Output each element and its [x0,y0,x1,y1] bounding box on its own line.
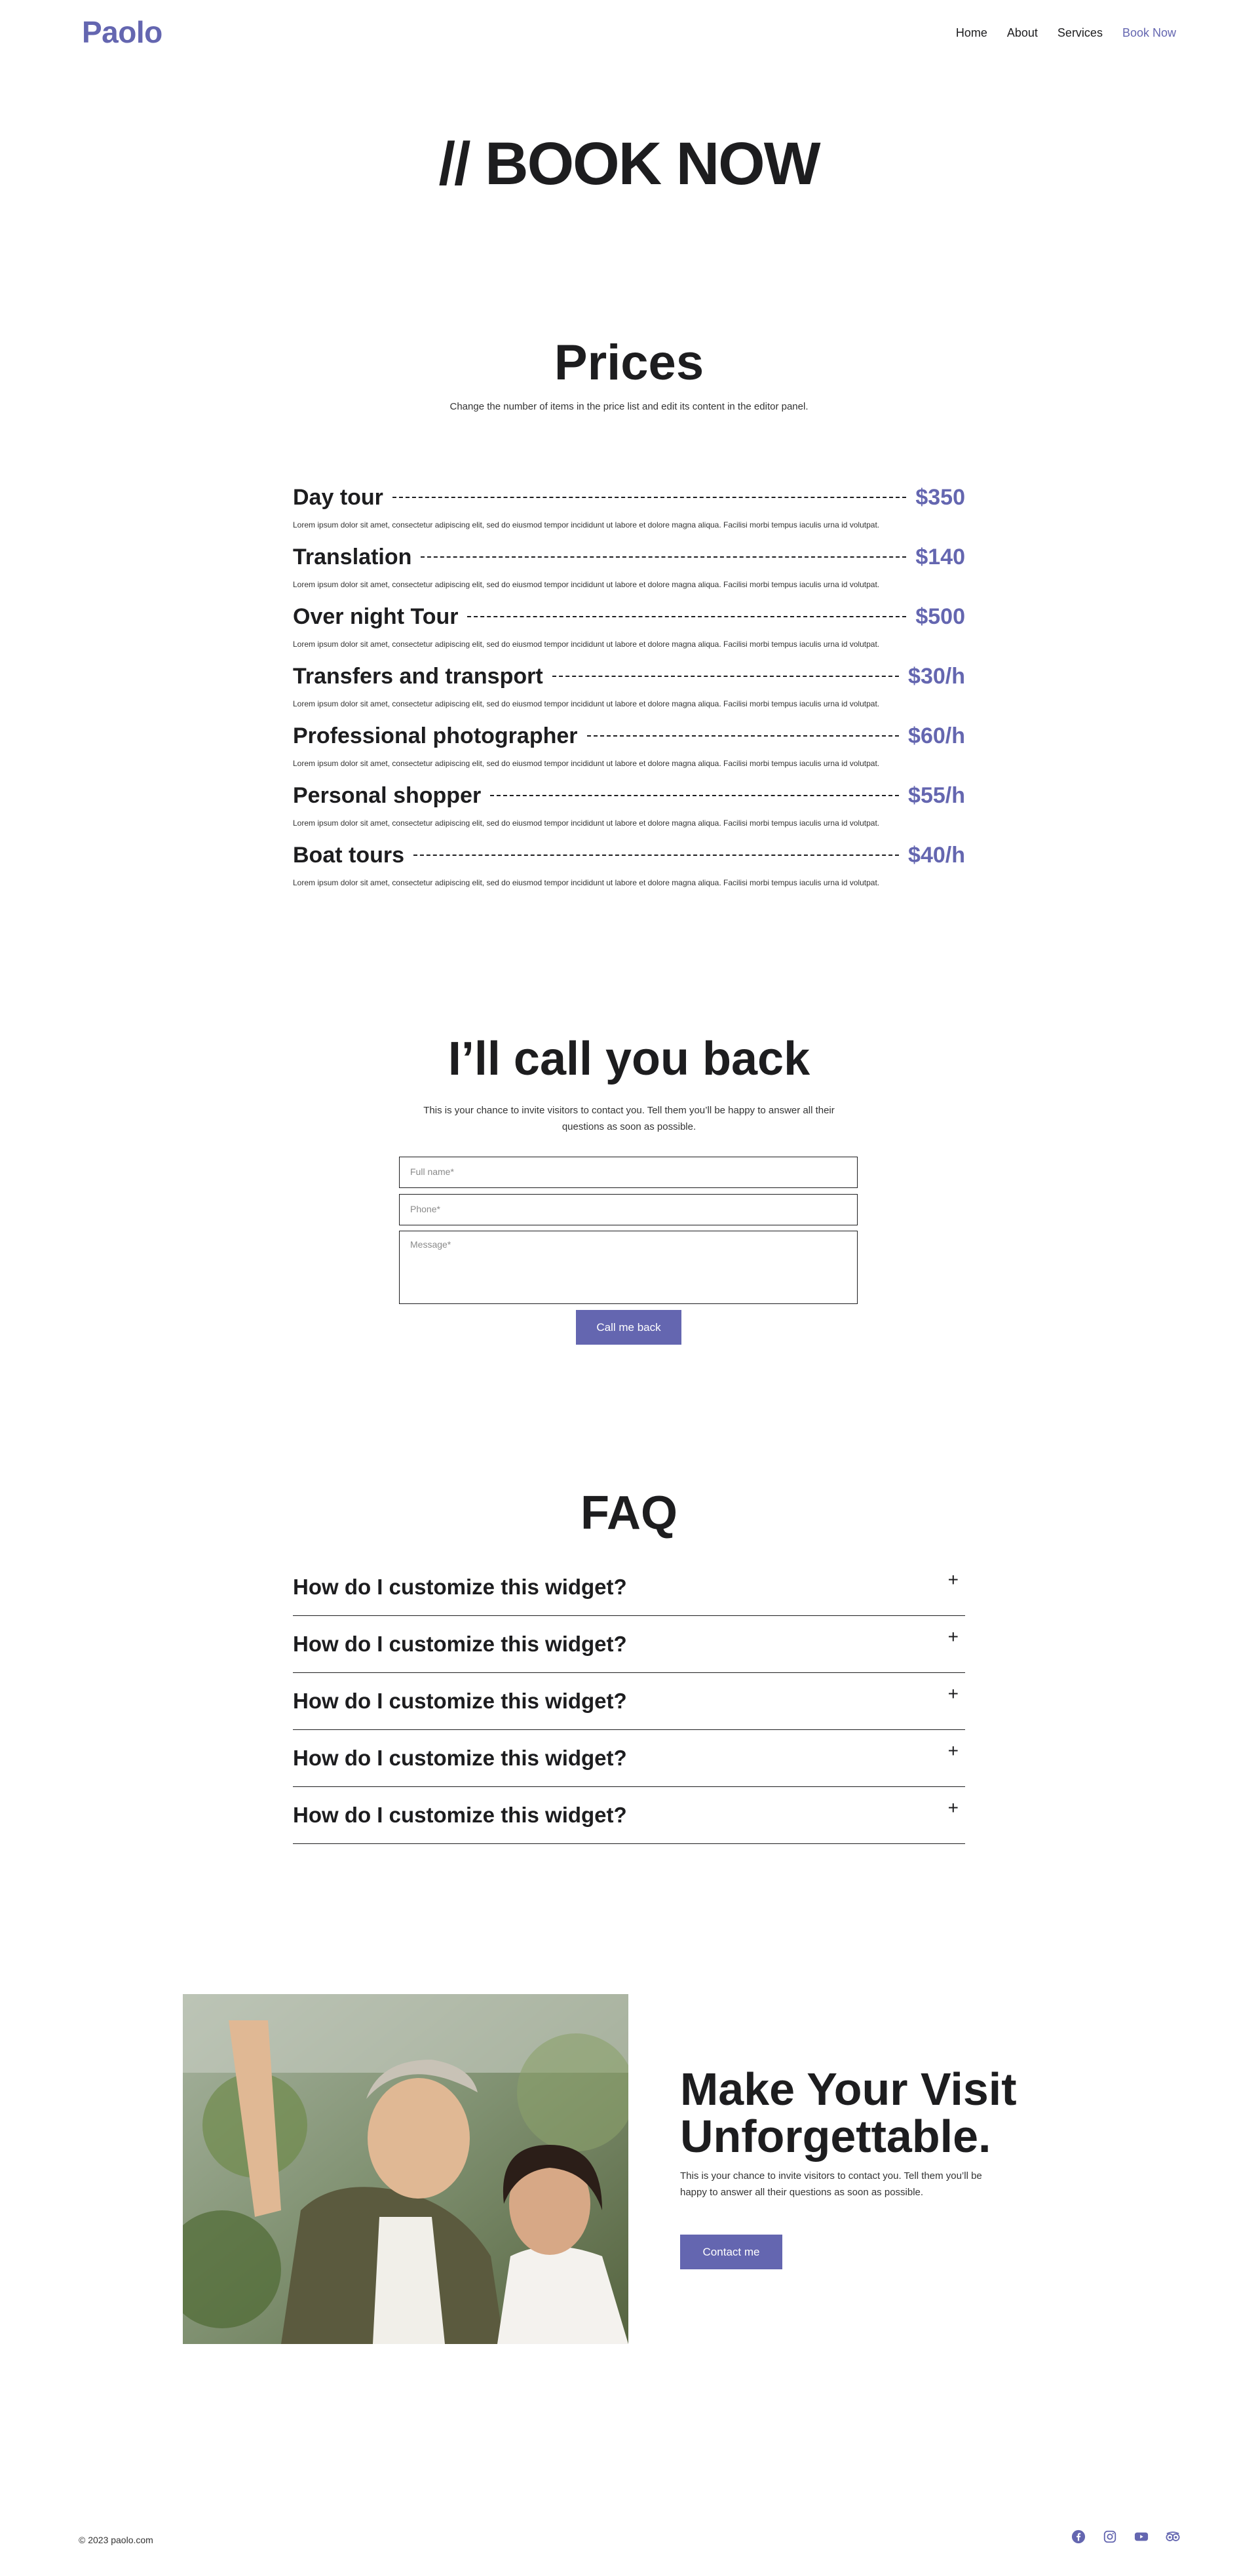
plus-icon[interactable]: + [947,1740,959,1761]
price-item [293,723,965,783]
visit-heading-line1: Make Your Visit [680,2064,1017,2115]
dotted-leader [490,795,899,796]
price-description: Lorem ipsum dolor sit amet, consectetur adipiscing elit, sed do eiusmod tempor incididunt ut labore et dolore magna aliqua. Facilisi morbi tempus iaculis urna id volutpat. [293,520,880,529]
price-name: Day tour [293,485,383,510]
visit-subtitle: This is your chance to invite visitors to contact you. Tell them you’ll be happy to answer all their questions as soon as possible. [680,2170,982,2198]
dotted-leader [467,616,906,617]
site-logo[interactable]: Paolo [82,15,162,49]
price-description: Lorem ipsum dolor sit amet, consectetur adipiscing elit, sed do eiusmod tempor incididunt ut labore et dolore magna aliqua. Facilisi morbi tempus iaculis urna id volutpat. [293,640,880,649]
price-item [293,783,965,843]
price-name: Translation [293,545,412,569]
youtube-icon[interactable] [1134,2529,1149,2545]
faq-item[interactable] [293,1559,965,1616]
faq-question: How do I customize this widget? [293,1575,627,1599]
page-title: // BOOK NOW [438,130,820,197]
faq-item[interactable] [293,1787,965,1844]
price-name: Boat tours [293,843,404,868]
tripadvisor-icon[interactable] [1165,2529,1181,2545]
faq-question: How do I customize this widget? [293,1746,627,1770]
price-item [293,485,965,545]
price-value: $140 [915,545,965,569]
visit-heading-line2: Unforgettable. [680,2111,991,2162]
price-description: Lorem ipsum dolor sit amet, consectetur adipiscing elit, sed do eiusmod tempor incididunt ut labore et dolore magna aliqua. Facilisi morbi tempus iaculis urna id volutpat. [293,759,880,768]
faq-item[interactable] [293,1673,965,1730]
social-links [1071,2529,1181,2545]
dotted-leader [392,497,906,498]
footer-copyright: © 2023 paolo.com [79,2535,153,2545]
dotted-leader [421,556,906,558]
site-header [0,0,1258,66]
plus-icon[interactable]: + [947,1569,959,1590]
plus-icon[interactable]: + [947,1683,959,1704]
nav-about[interactable]: About [1006,26,1038,39]
price-value: $350 [915,485,965,510]
price-name: Personal shopper [293,783,482,808]
faq-question: How do I customize this widget? [293,1689,627,1713]
nav-book-now[interactable]: Book Now [1122,26,1176,39]
callback-heading: I’ll call you back [448,1033,810,1085]
dotted-leader [552,676,899,677]
dotted-leader [587,735,900,737]
main-nav [956,26,1176,40]
instagram-icon[interactable] [1102,2529,1118,2545]
price-name: Professional photographer [293,723,578,748]
price-item [293,604,965,664]
faq-heading: FAQ [580,1487,677,1539]
price-item [293,545,965,604]
dotted-leader [413,855,899,856]
price-description: Lorem ipsum dolor sit amet, consectetur adipiscing elit, sed do eiusmod tempor incididunt ut labore et dolore magna aliqua. Facilisi morbi tempus iaculis urna id volutpat. [293,699,880,708]
prices-subtitle: Change the number of items in the price list and edit its content in the editor panel. [449,401,809,412]
price-list [293,485,965,902]
message-textarea[interactable]: Message* [399,1231,858,1304]
faq-list [293,1559,965,1844]
price-value: $40/h [908,843,965,868]
faq-question: How do I customize this widget? [293,1632,627,1656]
faq-item[interactable] [293,1730,965,1787]
price-description: Lorem ipsum dolor sit amet, consectetur adipiscing elit, sed do eiusmod tempor incididunt ut labore et dolore magna aliqua. Facilisi morbi tempus iaculis urna id volutpat. [293,818,880,828]
price-value: $60/h [908,723,965,748]
phone-input[interactable]: Phone* [399,1194,858,1225]
price-value: $55/h [908,783,965,808]
price-description: Lorem ipsum dolor sit amet, consectetur adipiscing elit, sed do eiusmod tempor incididunt ut labore et dolore magna aliqua. Facilisi morbi tempus iaculis urna id volutpat. [293,580,880,589]
price-item [293,843,965,902]
full-name-input[interactable]: Full name* [399,1157,858,1188]
nav-home[interactable]: Home [955,26,987,39]
price-name: Transfers and transport [293,664,543,689]
nav-services[interactable]: Services [1057,26,1103,39]
faq-item[interactable] [293,1616,965,1673]
price-value: $500 [915,604,965,629]
contact-me-button[interactable]: Contact me [680,2235,782,2269]
call-me-back-button[interactable]: Call me back [576,1310,681,1345]
facebook-icon[interactable] [1071,2529,1086,2545]
visit-heading [680,2066,1047,2160]
couple-selfie-photo [183,1994,628,2344]
price-item [293,664,965,723]
prices-heading: Prices [554,335,704,391]
callback-subtitle: This is your chance to invite visitors to contact you. Tell them you’ll be happy to answer all their questions as soon as possible. [423,1105,835,1132]
plus-icon[interactable]: + [947,1626,959,1647]
price-name: Over night Tour [293,604,459,629]
faq-question: How do I customize this widget? [293,1803,627,1827]
plus-icon[interactable]: + [947,1797,959,1818]
price-description: Lorem ipsum dolor sit amet, consectetur adipiscing elit, sed do eiusmod tempor incididunt ut labore et dolore magna aliqua. Facilisi morbi tempus iaculis urna id volutpat. [293,878,880,887]
price-value: $30/h [908,664,965,689]
